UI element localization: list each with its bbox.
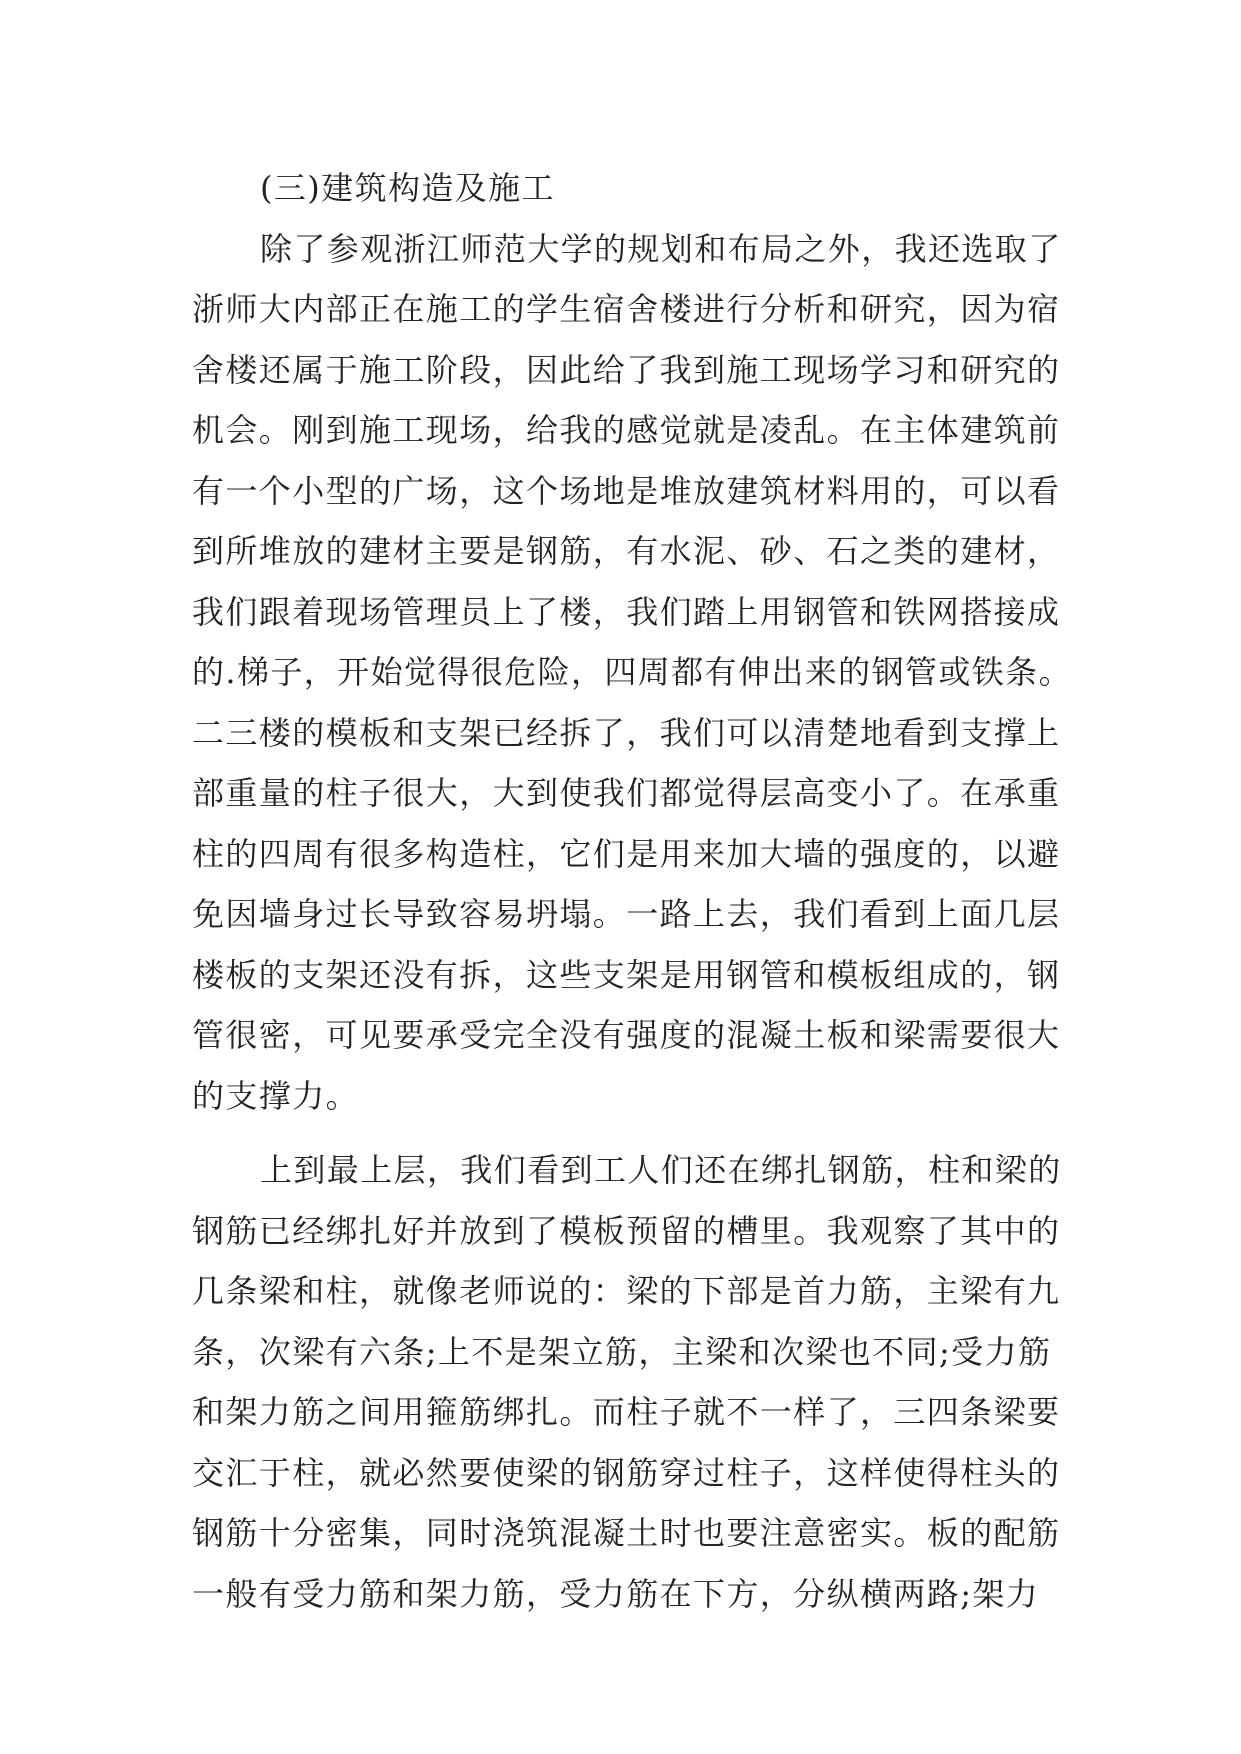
paragraph-line: 到所堆放的建材主要是钢筋，有水泥、砂、石之类的建材，	[192, 532, 1061, 570]
paragraph-line: 钢筋十分密集，同时浇筑混凝土时也要注意密实。板的配筋	[192, 1514, 1061, 1552]
paragraph-2	[192, 1140, 1062, 1624]
paragraph-line: 钢筋已经绑扎好并放到了模板预留的槽里。我观察了其中的	[192, 1211, 1061, 1250]
paragraph-line: 机会。刚到施工现场，给我的感觉就是凌乱。在主体建筑前	[192, 411, 1061, 449]
paragraph-line: 上到最上层，我们看到工人们还在绑扎钢筋，柱和梁的	[260, 1151, 1062, 1189]
paragraph-line: 柱的四周有很多构造柱，它们是用来加大墙的强度的，以避	[192, 834, 1061, 873]
document-page	[192, 158, 1072, 1624]
paragraph-line: 除了参观浙江师范大学的规划和布局之外，我还选取了	[260, 229, 1062, 268]
paragraph-line: 一般有受力筋和架力筋，受力筋在下方，分纵横两路;架力	[192, 1574, 1040, 1613]
section-heading: (三)建筑构造及施工	[260, 169, 555, 207]
paragraph-line: 几条梁和柱，就像老师说的：梁的下部是首力筋，主梁有九	[192, 1272, 1061, 1310]
paragraph-line: 免因墙身过长导致容易坍塌。一路上去，我们看到上面几层	[192, 895, 1061, 933]
paragraph-line: 和架力筋之间用箍筋绑扎。而柱子就不一样了，三四条梁要	[192, 1393, 1061, 1431]
paragraph-line: 我们跟着现场管理员上了楼，我们踏上用钢管和铁网搭接成	[192, 592, 1061, 631]
paragraph-line: 管很密，可见要承受完全没有强度的混凝土板和梁需要很大	[192, 1016, 1061, 1054]
paragraph-line: 二三楼的模板和支架已经拆了，我们可以清楚地看到支撑上	[192, 713, 1061, 752]
paragraph-line: 的支撑力。	[192, 1076, 360, 1115]
paragraph-line: 交汇于柱，就必然要使梁的钢筋穿过柱子，这样使得柱头的	[192, 1453, 1061, 1492]
paragraph-line: 条，次梁有六条;上不是架立筋，主梁和次梁也不同;受力筋	[192, 1332, 1052, 1371]
paragraph-line: 部重量的柱子很大，大到使我们都觉得层高变小了。在承重	[192, 774, 1061, 812]
paragraph-line: 的.梯子，开始觉得很危险，四周都有伸出来的钢管或铁条。	[192, 653, 1072, 691]
paragraph-line: 有一个小型的广场，这个场地是堆放建筑材料用的，可以看	[192, 471, 1061, 510]
paragraph-line: 楼板的支架还没有拆，这些支架是用钢管和模板组成的，钢	[192, 955, 1061, 994]
paragraph-line: 舍楼还属于施工阶段，因此给了我到施工现场学习和研究的	[192, 350, 1061, 389]
paragraph-line: 浙师大内部正在施工的学生宿舍楼进行分析和研究，因为宿	[192, 290, 1061, 328]
paragraph-spacer	[192, 1126, 1052, 1140]
paragraph-1	[192, 219, 1072, 1127]
